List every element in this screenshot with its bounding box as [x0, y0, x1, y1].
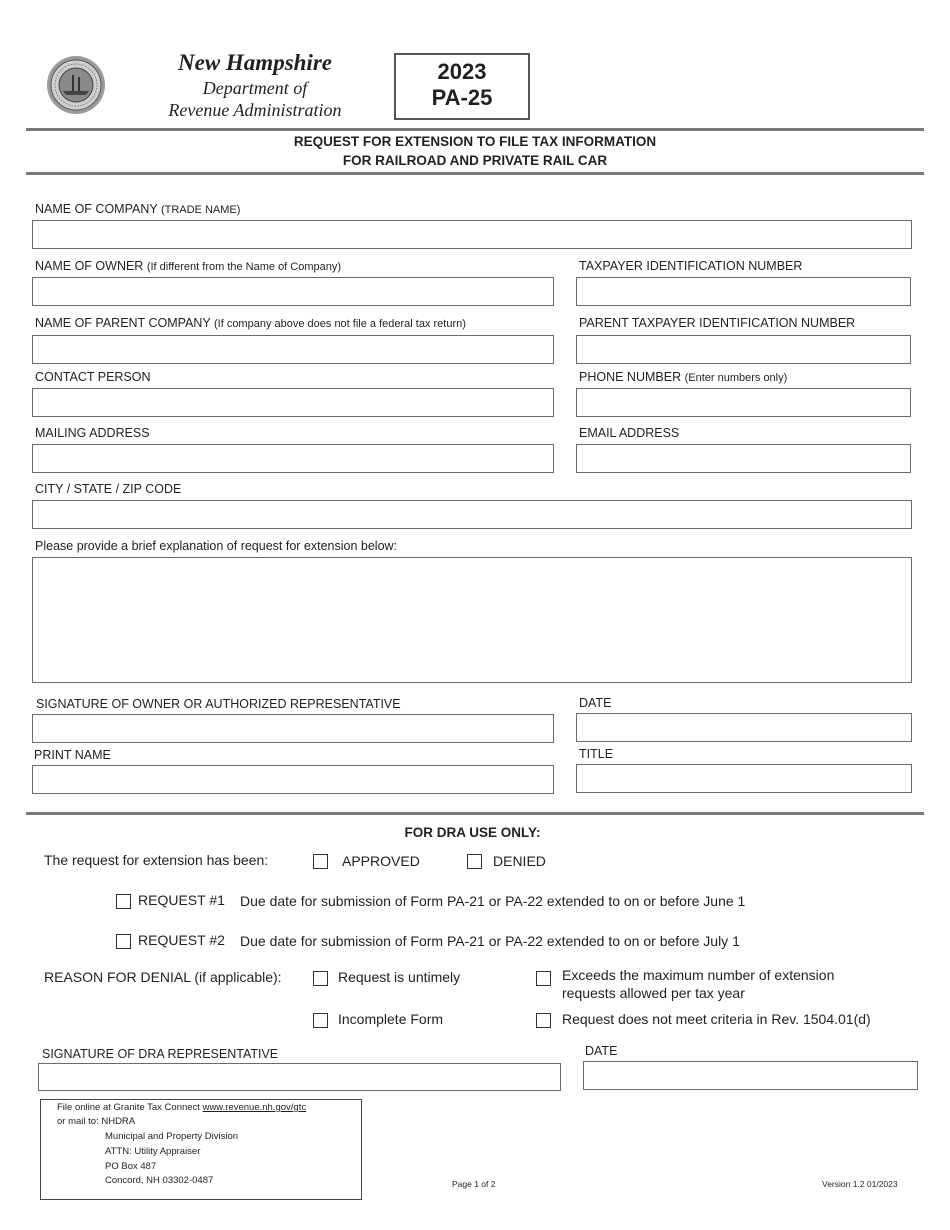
form-title-line-1: REQUEST FOR EXTENSION TO FILE TAX INFORMATION	[293, 134, 657, 149]
contact-person-label: CONTACT PERSON	[35, 370, 151, 384]
incomplete-checkbox[interactable]	[313, 1013, 328, 1028]
state-seal	[46, 55, 106, 115]
explanation-textarea[interactable]	[32, 557, 912, 683]
phone-label	[579, 370, 787, 384]
file-online-text: File online at Granite Tax Connect	[57, 1102, 200, 1113]
header-bottom-rule	[26, 172, 924, 175]
approved-checkbox[interactable]	[313, 854, 328, 869]
parent-company-note: (If company above does not file a federal tax return)	[213, 318, 466, 330]
mailing-address-label: MAILING ADDRESS	[35, 426, 150, 440]
department-line-2: Revenue Administration	[168, 100, 342, 120]
mailing-info-box	[40, 1099, 362, 1200]
owner-name-note: (If different from the Name of Company)	[146, 261, 342, 273]
email-input[interactable]	[576, 444, 911, 473]
form-number: PA-25	[431, 85, 493, 110]
form-year: 2023	[437, 59, 487, 84]
department-line-1: Department of	[202, 78, 308, 98]
print-name-input[interactable]	[32, 765, 554, 794]
address-line-1: Municipal and Property Division	[105, 1131, 239, 1142]
request-1-text: Due date for submission of Form PA-21 or PA-22 extended to on or before June 1	[240, 893, 746, 909]
untimely-checkbox[interactable]	[313, 971, 328, 986]
incomplete-label: Incomplete Form	[338, 1011, 444, 1027]
criteria-label: Request does not meet criteria in Rev. 1504.01(d)	[562, 1011, 871, 1027]
contact-person-input[interactable]	[32, 388, 554, 417]
exceeds-label-line-2: requests allowed per tax year	[562, 985, 745, 1001]
city-state-zip-label: CITY / STATE / ZIP CODE	[35, 482, 182, 496]
tin-input[interactable]	[576, 277, 911, 306]
title-label: TITLE	[579, 747, 614, 761]
address-line-3: PO Box 487	[105, 1161, 157, 1172]
exceeds-label-line-1: Exceeds the maximum number of extension	[562, 967, 835, 983]
dra-signature-label: SIGNATURE OF DRA REPRESENTATIVE	[42, 1047, 279, 1061]
request-2-label: REQUEST #2	[138, 932, 225, 948]
file-online-line	[57, 1102, 306, 1113]
denied-checkbox[interactable]	[467, 854, 482, 869]
address-line-2: ATTN: Utility Appraiser	[105, 1146, 201, 1157]
dra-date-input[interactable]	[583, 1061, 918, 1090]
gtc-link[interactable]: www.revenue.nh.gov/gtc	[202, 1102, 307, 1113]
owner-name-input[interactable]	[32, 277, 554, 306]
version-label: Version 1.2 01/2023	[822, 1179, 898, 1189]
mailing-address-input[interactable]	[32, 444, 554, 473]
parent-tin-input[interactable]	[576, 335, 911, 364]
phone-label-text: PHONE NUMBER	[579, 370, 682, 384]
company-name-label-text: NAME OF COMPANY	[35, 202, 158, 216]
tin-label: TAXPAYER IDENTIFICATION NUMBER	[579, 259, 803, 273]
approved-label: APPROVED	[342, 853, 420, 869]
exceeds-checkbox[interactable]	[536, 971, 551, 986]
request-2-text: Due date for submission of Form PA-21 or PA-22 extended to on or before July 1	[240, 933, 740, 949]
denied-label: DENIED	[493, 853, 546, 869]
city-state-zip-input[interactable]	[32, 500, 912, 529]
title-input[interactable]	[576, 764, 912, 793]
dra-section-rule	[26, 812, 924, 815]
denial-reason-label: REASON FOR DENIAL (if applicable):	[44, 969, 282, 985]
date-input[interactable]	[576, 713, 912, 742]
request-1-label: REQUEST #1	[138, 892, 225, 908]
parent-company-input[interactable]	[32, 335, 554, 364]
explanation-label: Please provide a brief explanation of request for extension below:	[35, 539, 398, 553]
state-name: New Hampshire	[178, 50, 332, 75]
dra-signature-input[interactable]	[38, 1063, 561, 1091]
header-top-rule	[26, 128, 924, 131]
owner-name-label	[35, 259, 341, 273]
form-title-line-2: FOR RAILROAD AND PRIVATE RAIL CAR	[342, 153, 608, 168]
parent-tin-label: PARENT TAXPAYER IDENTIFICATION NUMBER	[579, 316, 856, 330]
company-name-input[interactable]	[32, 220, 912, 249]
phone-note: (Enter numbers only)	[684, 372, 788, 384]
owner-name-label-text: NAME OF OWNER	[35, 259, 144, 273]
dra-date-label: DATE	[585, 1044, 618, 1058]
address-line-4: Concord, NH 03302-0487	[105, 1175, 214, 1186]
untimely-label: Request is untimely	[338, 969, 461, 985]
page-number: Page 1 of 2	[452, 1179, 496, 1189]
company-name-label	[35, 202, 240, 216]
signature-input[interactable]	[32, 714, 554, 743]
date-label: DATE	[579, 696, 612, 710]
status-prompt: The request for extension has been:	[44, 852, 269, 868]
mail-to-line: or mail to: NHDRA	[57, 1116, 136, 1127]
dra-heading: FOR DRA USE ONLY:	[404, 825, 541, 840]
company-name-note: (TRADE NAME)	[160, 204, 241, 216]
criteria-checkbox[interactable]	[536, 1013, 551, 1028]
form-id-box	[394, 53, 530, 120]
request-1-checkbox[interactable]	[116, 894, 131, 909]
email-label: EMAIL ADDRESS	[579, 426, 680, 440]
parent-company-label-text: NAME OF PARENT COMPANY	[35, 316, 211, 330]
parent-company-label	[35, 316, 466, 330]
phone-input[interactable]	[576, 388, 911, 417]
signature-label: SIGNATURE OF OWNER OR AUTHORIZED REPRESENTATIVE	[36, 697, 401, 711]
request-2-checkbox[interactable]	[116, 934, 131, 949]
print-name-label: PRINT NAME	[34, 748, 111, 762]
